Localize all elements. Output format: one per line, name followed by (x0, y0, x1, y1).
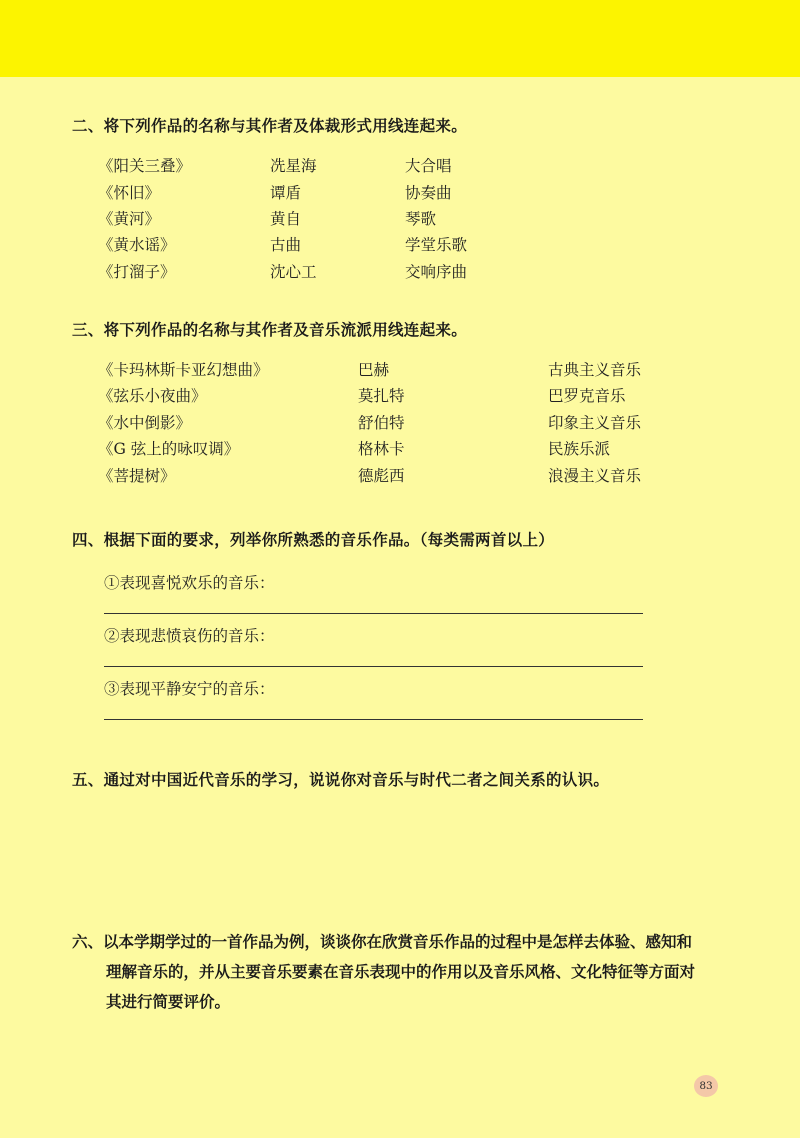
work-title: 《弦乐小夜曲》 (98, 387, 207, 405)
work-title: 《打溜子》 (98, 263, 176, 281)
top-color-band (0, 0, 800, 77)
section4-heading: 四、根据下面的要求，列举你所熟悉的音乐作品。（每类需两首以上） (72, 531, 555, 549)
work-title: 《怀旧》 (98, 184, 161, 202)
section5-heading: 五、通过对中国近代音乐的学习，说说你对音乐与时代二者之间关系的认识。 (72, 771, 610, 789)
author-name: 黄自 (270, 210, 302, 228)
answer-line-sorrowful[interactable] (104, 666, 643, 667)
section6-line3: 其进行简要评价。 (106, 993, 231, 1011)
answer-line-peaceful[interactable] (104, 719, 643, 720)
section6-paragraph (72, 927, 732, 1017)
author-name: 冼星海 (270, 157, 317, 175)
prompt-sorrowful: ②表现悲愤哀伤的音乐： (104, 627, 275, 645)
author-name: 德彪西 (358, 467, 405, 485)
work-title: 《水中倒影》 (98, 414, 192, 432)
school-name: 民族乐派 (548, 440, 611, 458)
work-title: 《卡玛林斯卡亚幻想曲》 (98, 361, 269, 379)
genre-name: 协奏曲 (405, 184, 452, 202)
author-name: 格林卡 (358, 440, 405, 458)
work-title: 《阳关三叠》 (98, 157, 192, 175)
section6-line2: 理解音乐的，并从主要音乐要素在音乐表现中的作用以及音乐风格、文化特征等方面对 (106, 963, 696, 981)
work-title: 《黄河》 (98, 210, 161, 228)
prompt-joyful: ①表现喜悦欢乐的音乐： (104, 574, 275, 592)
author-name: 谭盾 (270, 184, 302, 202)
author-name: 巴赫 (358, 361, 390, 379)
genre-name: 交响序曲 (405, 263, 468, 281)
section6-line1: 六、以本学期学过的一首作品为例，谈谈你在欣赏音乐作品的过程中是怎样去体验、感知和 (72, 933, 693, 951)
school-name: 浪漫主义音乐 (548, 467, 642, 485)
work-title: 《菩提树》 (98, 467, 176, 485)
genre-name: 琴歌 (405, 210, 437, 228)
prompt-peaceful: ③表现平静安宁的音乐： (104, 680, 275, 698)
school-name: 巴罗克音乐 (548, 387, 626, 405)
section3-heading: 三、将下列作品的名称与其作者及音乐流派用线连起来。 (72, 321, 468, 339)
author-name: 沈心工 (270, 263, 317, 281)
genre-name: 大合唱 (405, 157, 452, 175)
author-name: 舒伯特 (358, 414, 405, 432)
school-name: 印象主义音乐 (548, 414, 642, 432)
genre-name: 学堂乐歌 (405, 236, 468, 254)
answer-line-joyful[interactable] (104, 613, 643, 614)
school-name: 古典主义音乐 (548, 361, 642, 379)
author-name: 古曲 (270, 236, 302, 254)
page-number: 83 (694, 1075, 718, 1097)
work-title: 《黄水谣》 (98, 236, 176, 254)
section2-heading: 二、将下列作品的名称与其作者及体裁形式用线连起来。 (72, 117, 468, 135)
author-name: 莫扎特 (358, 387, 405, 405)
work-title: 《G 弦上的咏叹调》 (98, 440, 240, 458)
